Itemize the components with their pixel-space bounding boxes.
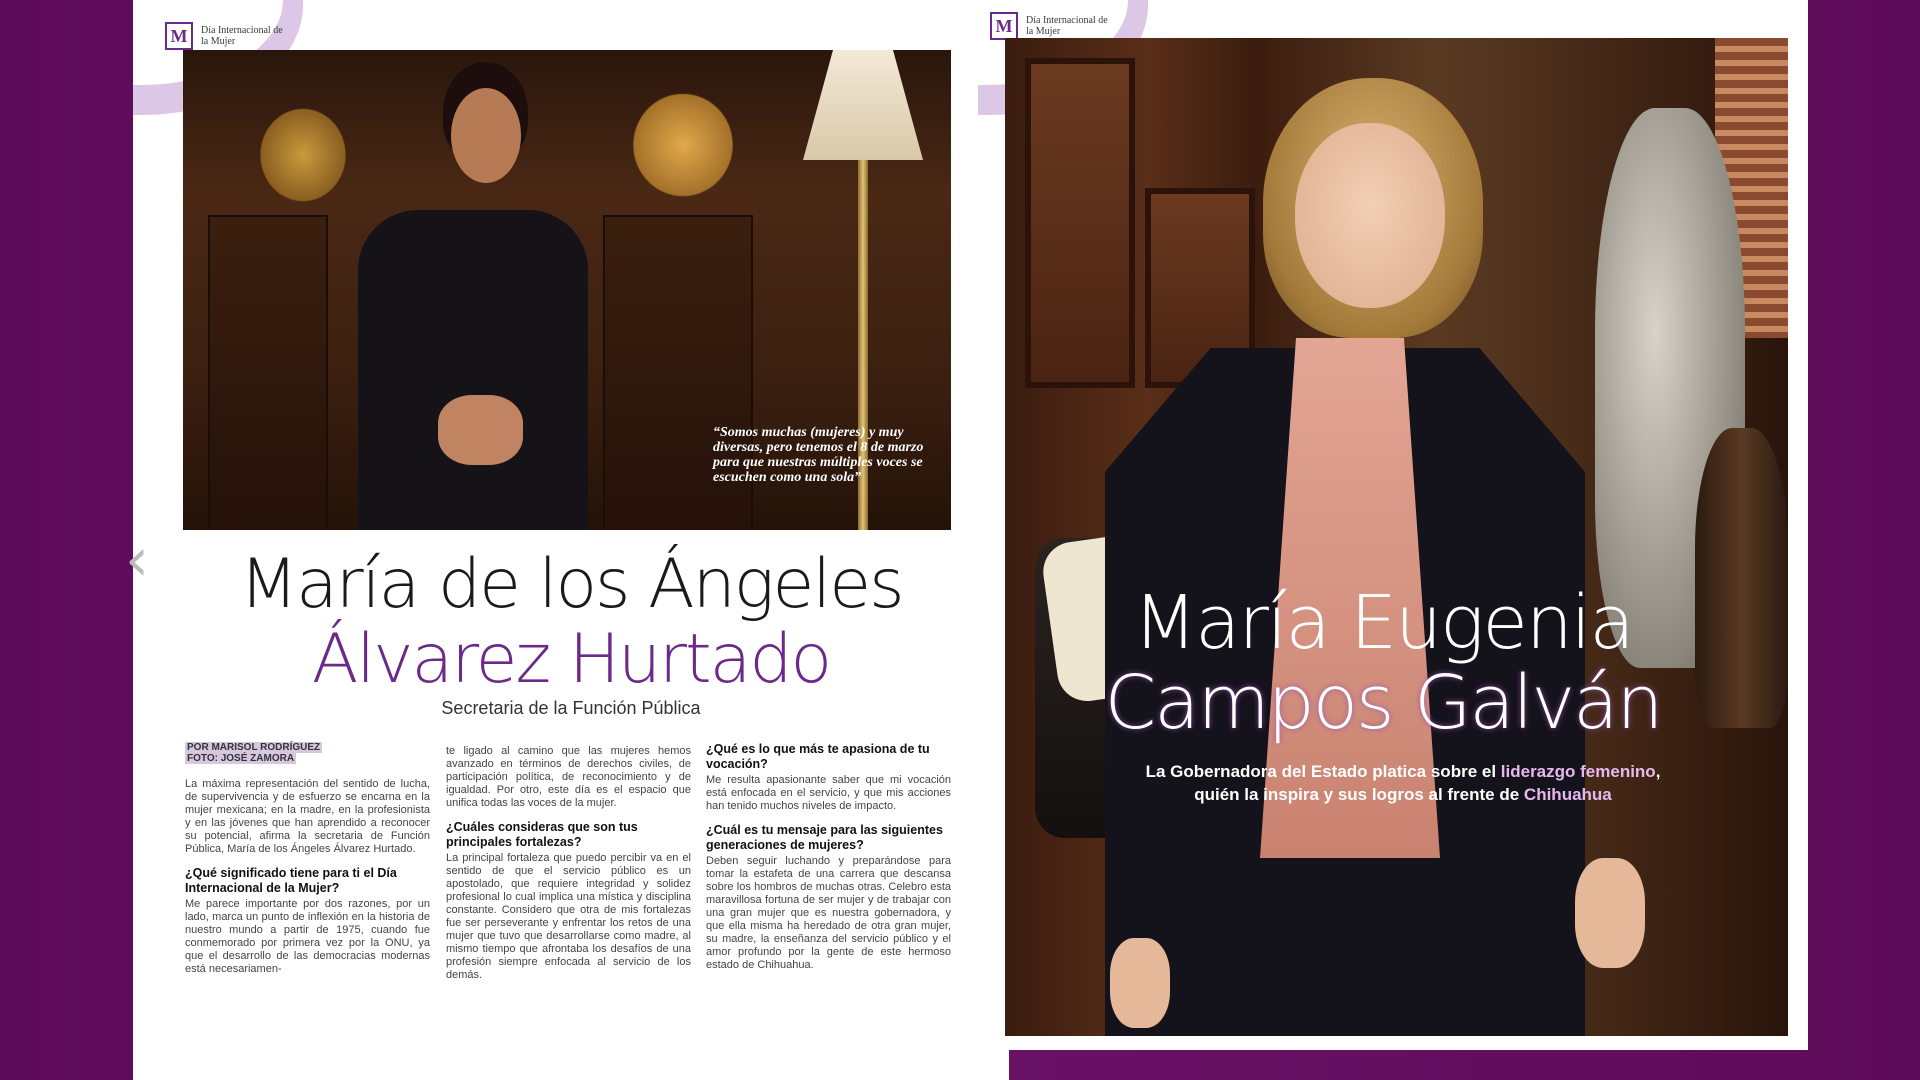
article-column-3 (706, 742, 951, 972)
right-page (978, 0, 1808, 1050)
headline-line2: Álvarez Hurtado (311, 620, 831, 699)
answer-1-continued: te ligado al camino que las mujeres hemos avanzado en términos de derechos civiles, de participación política, de reconocimiento y de igualdad. Por otro, este día es el espacio que unifica todas las voces de la mujer. (446, 745, 691, 809)
subtitle-part3: quién la inspira y sus logros al frente de (1194, 785, 1524, 804)
woman-hand (1110, 938, 1170, 1028)
answer-1: Me parece importante por dos razones, por un lado, marca un punto de inflexión en la historia de nuestro mundo a partir de 1975, cuando fue conmemorado por primera vez por la ONU, ya que el desarrollo de las democracias modernas está necesariamen- (185, 898, 430, 975)
byline-photo: FOTO: JOSÉ ZAMORA (187, 753, 295, 764)
byline (185, 742, 322, 764)
woman-hand (1575, 858, 1645, 968)
question-3: ¿Qué es lo que más te apasiona de tu vocación? (706, 742, 930, 771)
woman-jacket (358, 210, 588, 530)
subtitle-highlight1: liderazgo femenino (1500, 762, 1656, 781)
left-page (133, 0, 1009, 1080)
answer-2: La principal fortaleza que puedo percibir va en el sentido de que el servicio público es un apostolado, que requiere integridad y solidez profesional lo cual implica una mística y disciplina constante. Considero que otra de mis fortalezas fue ser perseverante y enfrentar los retos de una mujer que tuvo que desarrollarse como madre, al mismo tiempo que afrontaba los desafíos de una profesión siempre enfocada al servicio de los demás. (446, 852, 691, 981)
subtitle (1018, 760, 1788, 806)
subtitle-part2: , (1655, 762, 1661, 781)
question-4: ¿Cuál es tu mensaje para las siguientes generaciones de mujeres? (706, 823, 943, 852)
magazine-logo-icon: M (165, 22, 193, 50)
subtitle: Secretaria de la Función Pública (441, 698, 701, 718)
pull-quote: “Somos muchas (mujeres) y muy diversas, pero tenemos el 8 de marzo para que nuestras múltiples voces se escuchen como una sola” (713, 425, 924, 485)
lamp-shade (803, 50, 923, 160)
answer-3: Me resulta apasionante saber que mi vocación está enfocada en el servicio, y que mis acciones han tenido muchos niveles de impacto. (706, 774, 951, 812)
answer-4: Deben seguir luchando y preparándose para tomar la estafeta de una carrera que descansa sobre los hombros de muchas otras. Celebro esta maravillosa fortuna de ser mujer y de trabajar con una gran mujer que es nuestra gobernadora, y que ella misma ha heredado de otra gran mujer, su madre, la enseñanza del servicio público y el amor profundo por la gente de este hermoso estado de Chihuahua. (706, 855, 951, 971)
woman-face (1295, 123, 1445, 308)
door-panel (1025, 58, 1135, 388)
subtitle-highlight2: Chihuahua (1523, 785, 1612, 804)
headline-line1: María Eugenia (1133, 580, 1633, 666)
article-intro: La máxima representación del sentido de lucha, de supervivencia y de esfuerzo se encarna en la mujer mexicana; en la madre, en la profesionista y en las jóvenes que han aprendido a reconocer su potencial, afirma la secretaria de Función Pública, María de los Ángeles Álvarez Hurtado. (185, 778, 430, 855)
magazine-logo-icon: M (990, 12, 1018, 40)
article-column-2 (446, 745, 691, 982)
cabinet-left (208, 215, 328, 530)
portrait-photo (1005, 38, 1788, 1036)
subtitle-part1: La Gobernadora del Estado platica sobre el (1145, 762, 1501, 781)
article-column-1 (185, 778, 430, 976)
woman-hands (438, 395, 523, 465)
byline-author: POR MARISOL RODRÍGUEZ (187, 742, 321, 753)
headline-line1: María de los Ángeles (239, 545, 903, 624)
woman-face (451, 88, 521, 183)
question-2: ¿Cuáles consideras que son tus principales fortalezas? (446, 820, 638, 849)
question-1: ¿Qué significado tiene para ti el Día Internacional de la Mujer? (185, 866, 397, 895)
chevron-left-icon[interactable]: ‹ (125, 525, 149, 595)
section-label: Día Internacional de la Mujer (201, 25, 283, 47)
headline-line2: Campos Galván (1104, 660, 1662, 746)
portrait-photo (183, 50, 951, 530)
section-label: Día Internacional de la Mujer (1026, 15, 1108, 37)
